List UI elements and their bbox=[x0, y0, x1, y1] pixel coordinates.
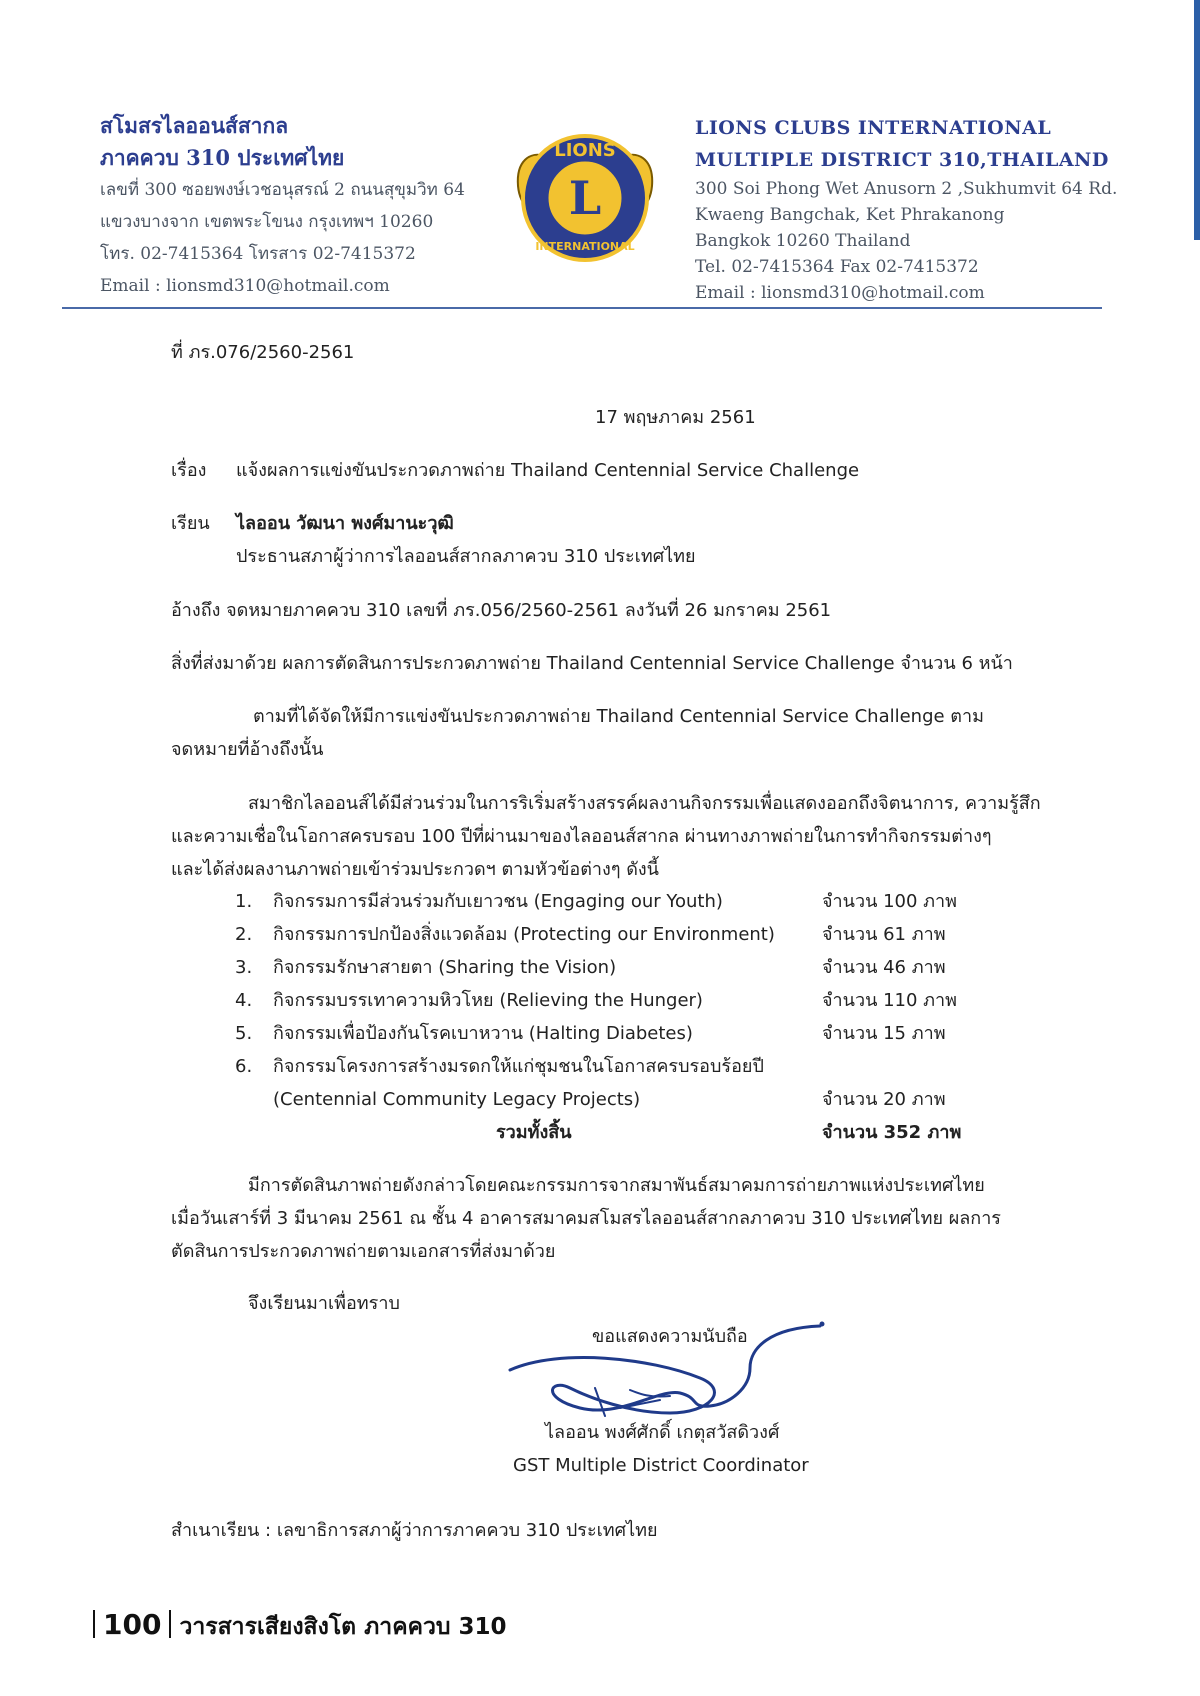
total-count: จำนวน 352 ภาพ bbox=[822, 1122, 962, 1143]
address-line-th: แขวงบางจาก เขตพระโขนง กรุงเทพฯ 10260 bbox=[100, 212, 434, 232]
org-name-th: สโมสรไลออนส์สากล bbox=[100, 113, 289, 138]
phone-line-en: Tel. 02-7415364 Fax 02-7415372 bbox=[695, 257, 979, 277]
address-line-en: 300 Soi Phong Wet Anusorn 2 ,Sukhumvit 64 Rd. bbox=[695, 179, 1118, 199]
list-item-count: จำนวน 110 ภาพ bbox=[822, 990, 958, 1011]
list-item-number: 4. bbox=[235, 990, 253, 1011]
address-line-en: Bangkok 10260 Thailand bbox=[695, 231, 911, 251]
email-line-en: Email : lionsmd310@hotmail.com bbox=[695, 283, 985, 303]
list-item-count: จำนวน 15 ภาพ bbox=[822, 1023, 946, 1044]
recipient-label: เรียน bbox=[171, 513, 210, 534]
list-item-count: จำนวน 61 ภาพ bbox=[822, 924, 946, 945]
logo-top-text: LIONS bbox=[554, 140, 616, 161]
paragraph-line: สมาชิกไลออนส์ได้มีส่วนร่วมในการริเริ่มสร้างสรรค์ผลงานกิจกรรมเพื่อแสดงออกถึงจิตนาการ, ความรู้สึก bbox=[248, 793, 1041, 814]
address-line-en: Kwaeng Bangchak, Ket Phrakanong bbox=[695, 205, 1005, 225]
subject-text: แจ้งผลการแข่งขันประกวดภาพถ่าย Thailand Centennial Service Challenge bbox=[236, 460, 860, 481]
page-number: 100 bbox=[103, 1608, 162, 1641]
publication-title: วารสารเสียงสิงโต ภาคควบ 310 bbox=[179, 1614, 507, 1640]
letterhead-divider bbox=[62, 307, 1102, 309]
page-edge-tab bbox=[1194, 0, 1200, 240]
signature bbox=[500, 1318, 840, 1438]
list-item-count: จำนวน 46 ภาพ bbox=[822, 957, 946, 978]
list-item: กิจกรรมรักษาสายตา (Sharing the Vision) bbox=[273, 957, 617, 978]
recipient-title: ประธานสภาผู้ว่าการไลออนส์สากลภาควบ 310 ประเทศไทย bbox=[236, 546, 696, 567]
list-item-subtitle: (Centennial Community Legacy Projects) bbox=[273, 1089, 641, 1110]
district-name-th: ภาคควบ 310 ประเทศไทย bbox=[100, 145, 345, 170]
paragraph-line: และความเชื่อในโอกาสครบรอบ 100 ปีที่ผ่านมาของไลออนส์สากล ผ่านทางภาพถ่ายในการทำกิจกรรมต่างๆ bbox=[171, 826, 992, 847]
paragraph-line: จดหมายที่อ้างถึงนั้น bbox=[171, 739, 324, 760]
subject-label: เรื่อง bbox=[171, 460, 207, 481]
footer-divider bbox=[169, 1610, 171, 1638]
email-line-th: Email : lionsmd310@hotmail.com bbox=[100, 276, 390, 296]
letterhead-english bbox=[695, 112, 1117, 306]
signer-name: ไลออน พงศ์ศักดิ์ เกตุสวัสดิวงศ์ bbox=[545, 1422, 780, 1443]
letterhead-thai bbox=[100, 110, 465, 302]
list-item-number: 2. bbox=[235, 924, 253, 945]
list-item: กิจกรรมโครงการสร้างมรดกให้แก่ชุมชนในโอกาสครบรอบร้อยปี bbox=[273, 1056, 764, 1077]
paragraph-line: ตัดสินการประกวดภาพถ่ายตามเอกสารที่ส่งมาด้วย bbox=[171, 1241, 556, 1262]
address-line-th: เลขที่ 300 ซอยพงษ์เวชอนุสรณ์ 2 ถนนสุขุมวิท 64 bbox=[100, 180, 465, 200]
list-item-number: 6. bbox=[235, 1056, 253, 1077]
org-name-en: LIONS CLUBS INTERNATIONAL bbox=[695, 117, 1052, 139]
logo-letter: L bbox=[568, 171, 602, 225]
regards-line: ขอแสดงความนับถือ bbox=[592, 1326, 748, 1347]
reference-line: อ้างถึง จดหมายภาคควบ 310 เลขที่ ภร.056/2560-2561 ลงวันที่ 26 มกราคม 2561 bbox=[171, 600, 832, 621]
list-item-number: 1. bbox=[235, 891, 253, 912]
footer-divider bbox=[93, 1610, 95, 1638]
enclosure-line: สิ่งที่ส่งมาด้วย ผลการตัดสินการประกวดภาพถ่าย Thailand Centennial Service Challenge จำนวน 6 หน้า bbox=[171, 653, 1013, 674]
paragraph-line: และได้ส่งผลงานภาพถ่ายเข้าร่วมประกวดฯ ตามหัวข้อต่างๆ ดังนี้ bbox=[171, 859, 659, 880]
lions-logo bbox=[510, 116, 660, 286]
total-label: รวมทั้งสิ้น bbox=[496, 1122, 572, 1143]
recipient-name: ไลออน วัฒนา พงศ์มานะวุฒิ bbox=[236, 513, 454, 534]
list-item: กิจกรรมการมีส่วนร่วมกับเยาวชน (Engaging our Youth) bbox=[273, 891, 723, 912]
list-item: กิจกรรมเพื่อป้องกันโรคเบาหวาน (Halting Diabetes) bbox=[273, 1023, 693, 1044]
logo-bottom-text: INTERNATIONAL bbox=[535, 240, 635, 253]
paragraph-line: เมื่อวันเสาร์ที่ 3 มีนาคม 2561 ณ ชั้น 4 อาคารสมาคมสโมสรไลออนส์สากลภาควบ 310 ประเทศไทย ผลการ bbox=[171, 1208, 1001, 1229]
list-item: กิจกรรมบรรเทาความหิวโหย (Relieving the Hunger) bbox=[273, 990, 703, 1011]
signer-title: GST Multiple District Coordinator bbox=[513, 1455, 809, 1476]
page-footer bbox=[85, 1608, 507, 1645]
list-item-number: 5. bbox=[235, 1023, 253, 1044]
list-item-count: จำนวน 20 ภาพ bbox=[822, 1089, 946, 1110]
paragraph-line: มีการตัดสินภาพถ่ายดังกล่าวโดยคณะกรรมการจากสมาพันธ์สมาคมการถ่ายภาพแห่งประเทศไทย bbox=[248, 1175, 985, 1196]
district-name-en: MULTIPLE DISTRICT 310,THAILAND bbox=[695, 149, 1109, 171]
closing-line: จึงเรียนมาเพื่อทราบ bbox=[248, 1293, 400, 1314]
paragraph-line: ตามที่ได้จัดให้มีการแข่งขันประกวดภาพถ่าย Thailand Centennial Service Challenge ตาม bbox=[253, 706, 984, 727]
phone-line-th: โทร. 02-7415364 โทรสาร 02-7415372 bbox=[100, 244, 416, 264]
list-item-number: 3. bbox=[235, 957, 253, 978]
list-item: กิจกรรมการปกป้องสิ่งแวดล้อม (Protecting our Environment) bbox=[273, 924, 775, 945]
cc-line: สำเนาเรียน : เลขาธิการสภาผู้ว่าการภาคควบ 310 ประเทศไทย bbox=[171, 1520, 658, 1541]
list-item-count: จำนวน 100 ภาพ bbox=[822, 891, 958, 912]
reference-number: ที่ ภร.076/2560-2561 bbox=[171, 342, 355, 363]
letter-date: 17 พฤษภาคม 2561 bbox=[595, 407, 756, 428]
